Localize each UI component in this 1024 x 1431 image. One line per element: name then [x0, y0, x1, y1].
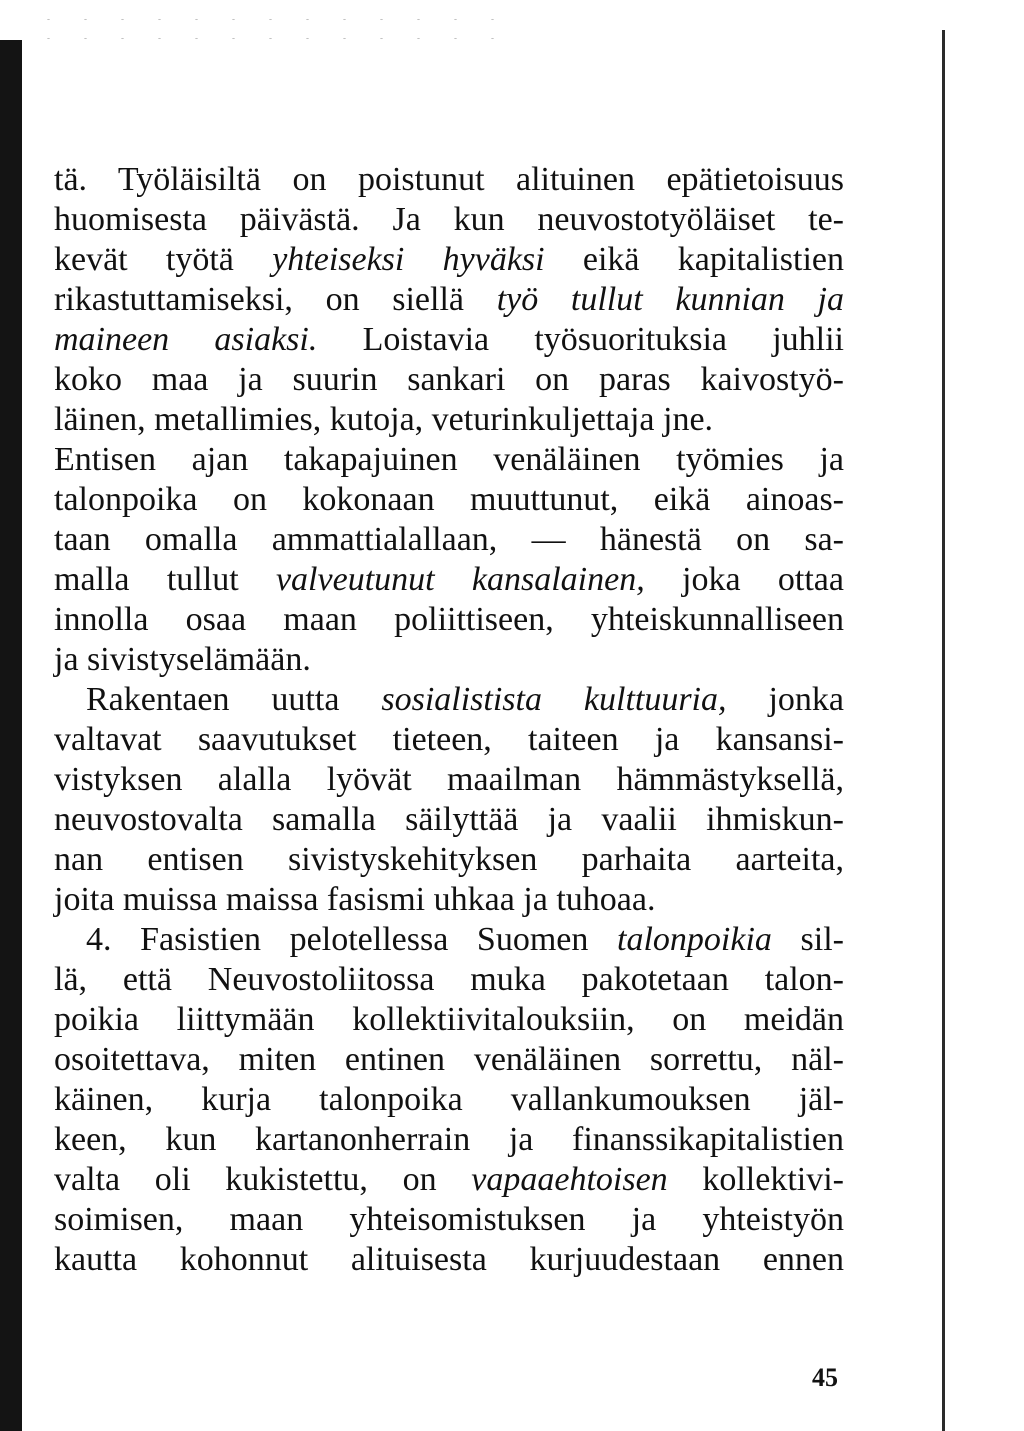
text-segment: Entisen ajan takapajuinen venäläinen työmies ja	[54, 441, 844, 478]
text-line	[54, 600, 844, 640]
text-line	[54, 280, 844, 320]
text-segment: osoitettava, miten entinen venäläinen sorrettu, näl-	[54, 1041, 844, 1078]
text-line	[54, 760, 844, 800]
italic-phrase: yhteiseksi hyväksi	[272, 241, 545, 278]
text-segment: kollektivi-	[667, 1161, 844, 1198]
text-segment: jonka	[726, 681, 844, 718]
text-segment: keen, kun kartanonherrain ja finanssikapitalistien	[54, 1121, 844, 1158]
text-segment: huomisesta päivästä. Ja kun neuvostotyöläiset te-	[54, 201, 844, 238]
text-segment: käinen, kurja talonpoika vallankumouksen jäl-	[54, 1081, 844, 1118]
text-line	[54, 480, 844, 520]
italic-phrase: maineen asiaksi.	[54, 321, 318, 358]
text-line	[54, 520, 844, 560]
scan-edge-left	[0, 40, 22, 1431]
text-segment: taan omalla ammattialallaan, — hänestä on sa-	[54, 521, 844, 558]
text-line	[54, 400, 844, 440]
italic-phrase: vapaaehtoisen	[471, 1161, 668, 1198]
scan-edge-right	[942, 30, 945, 1431]
text-segment: ja sivistyselämään.	[54, 641, 311, 678]
text-segment: neuvostovalta samalla säilyttää ja vaalii ihmiskun-	[54, 801, 844, 838]
text-line	[54, 680, 844, 720]
italic-phrase: työ tullut kunnian ja	[496, 281, 845, 318]
text-segment: lä, että Neuvostoliitossa muka pakotetaan talon-	[54, 961, 844, 998]
text-segment: valta oli kukistettu, on	[54, 1161, 472, 1198]
text-segment: eikä kapitalistien	[544, 241, 844, 278]
text-line	[54, 920, 844, 960]
text-line	[54, 1200, 844, 1240]
text-segment: talonpoika on kokonaan muuttunut, eikä ainoas-	[54, 481, 844, 518]
text-line	[54, 200, 844, 240]
text-line	[54, 960, 844, 1000]
page-number: 45	[812, 1363, 838, 1392]
text-line	[54, 880, 844, 920]
text-line	[54, 840, 844, 880]
text-segment: kautta kohonnut alituisesta kurjuudestaan ennen	[54, 1241, 844, 1278]
scan-specks	[30, 10, 510, 50]
text-segment: vistyksen alalla lyövät maailman hämmästyksellä,	[54, 761, 844, 798]
text-segment: nan entisen sivistyskehityksen parhaita aarteita,	[54, 841, 844, 878]
text-line	[54, 160, 844, 200]
text-line	[54, 800, 844, 840]
text-segment: innolla osaa maan poliittiseen, yhteiskunnalliseen	[54, 601, 844, 638]
text-segment: sil-	[771, 921, 844, 958]
text-line	[54, 1120, 844, 1160]
text-segment: soimisen, maan yhteisomistuksen ja yhteistyön	[54, 1201, 844, 1238]
italic-phrase: sosialistista kulttuuria,	[381, 681, 727, 718]
text-line	[54, 640, 844, 680]
text-segment: malla tullut	[54, 561, 276, 598]
text-segment: Loistavia työsuorituksia juhlii	[317, 321, 844, 358]
text-line	[54, 1040, 844, 1080]
text-segment: 4. Fasistien pelotellessa Suomen	[86, 921, 618, 958]
text-line	[54, 560, 844, 600]
text-line	[54, 1240, 844, 1280]
text-line	[54, 320, 844, 360]
text-segment: läinen, metallimies, kutoja, veturinkuljettaja jne.	[54, 401, 714, 438]
text-segment: Rakentaen uutta	[86, 681, 382, 718]
text-segment: joita muissa maissa fasismi uhkaa ja tuhoaa.	[54, 881, 656, 918]
body-text	[54, 160, 844, 1280]
text-line	[54, 360, 844, 400]
text-segment: tä. Työläisiltä on poistunut alituinen epätietoisuus	[54, 161, 844, 198]
text-line	[54, 240, 844, 280]
italic-phrase: talonpoikia	[617, 921, 772, 958]
text-line	[54, 1000, 844, 1040]
text-line	[54, 720, 844, 760]
text-line	[54, 440, 844, 480]
text-segment: poikia liittymään kollektiivitalouksiin, on meidän	[54, 1001, 844, 1038]
text-segment: koko maa ja suurin sankari on paras kaivostyö-	[54, 361, 844, 398]
text-line	[54, 1160, 844, 1200]
text-line	[54, 1080, 844, 1120]
text-segment: valtavat saavutukset tieteen, taiteen ja kansansi-	[54, 721, 844, 758]
italic-phrase: valveutunut kansalainen,	[275, 561, 645, 598]
text-segment: kevät työtä	[54, 241, 273, 278]
text-segment: rikastuttamiseksi, on siellä	[54, 281, 497, 318]
text-segment: joka ottaa	[644, 561, 844, 598]
